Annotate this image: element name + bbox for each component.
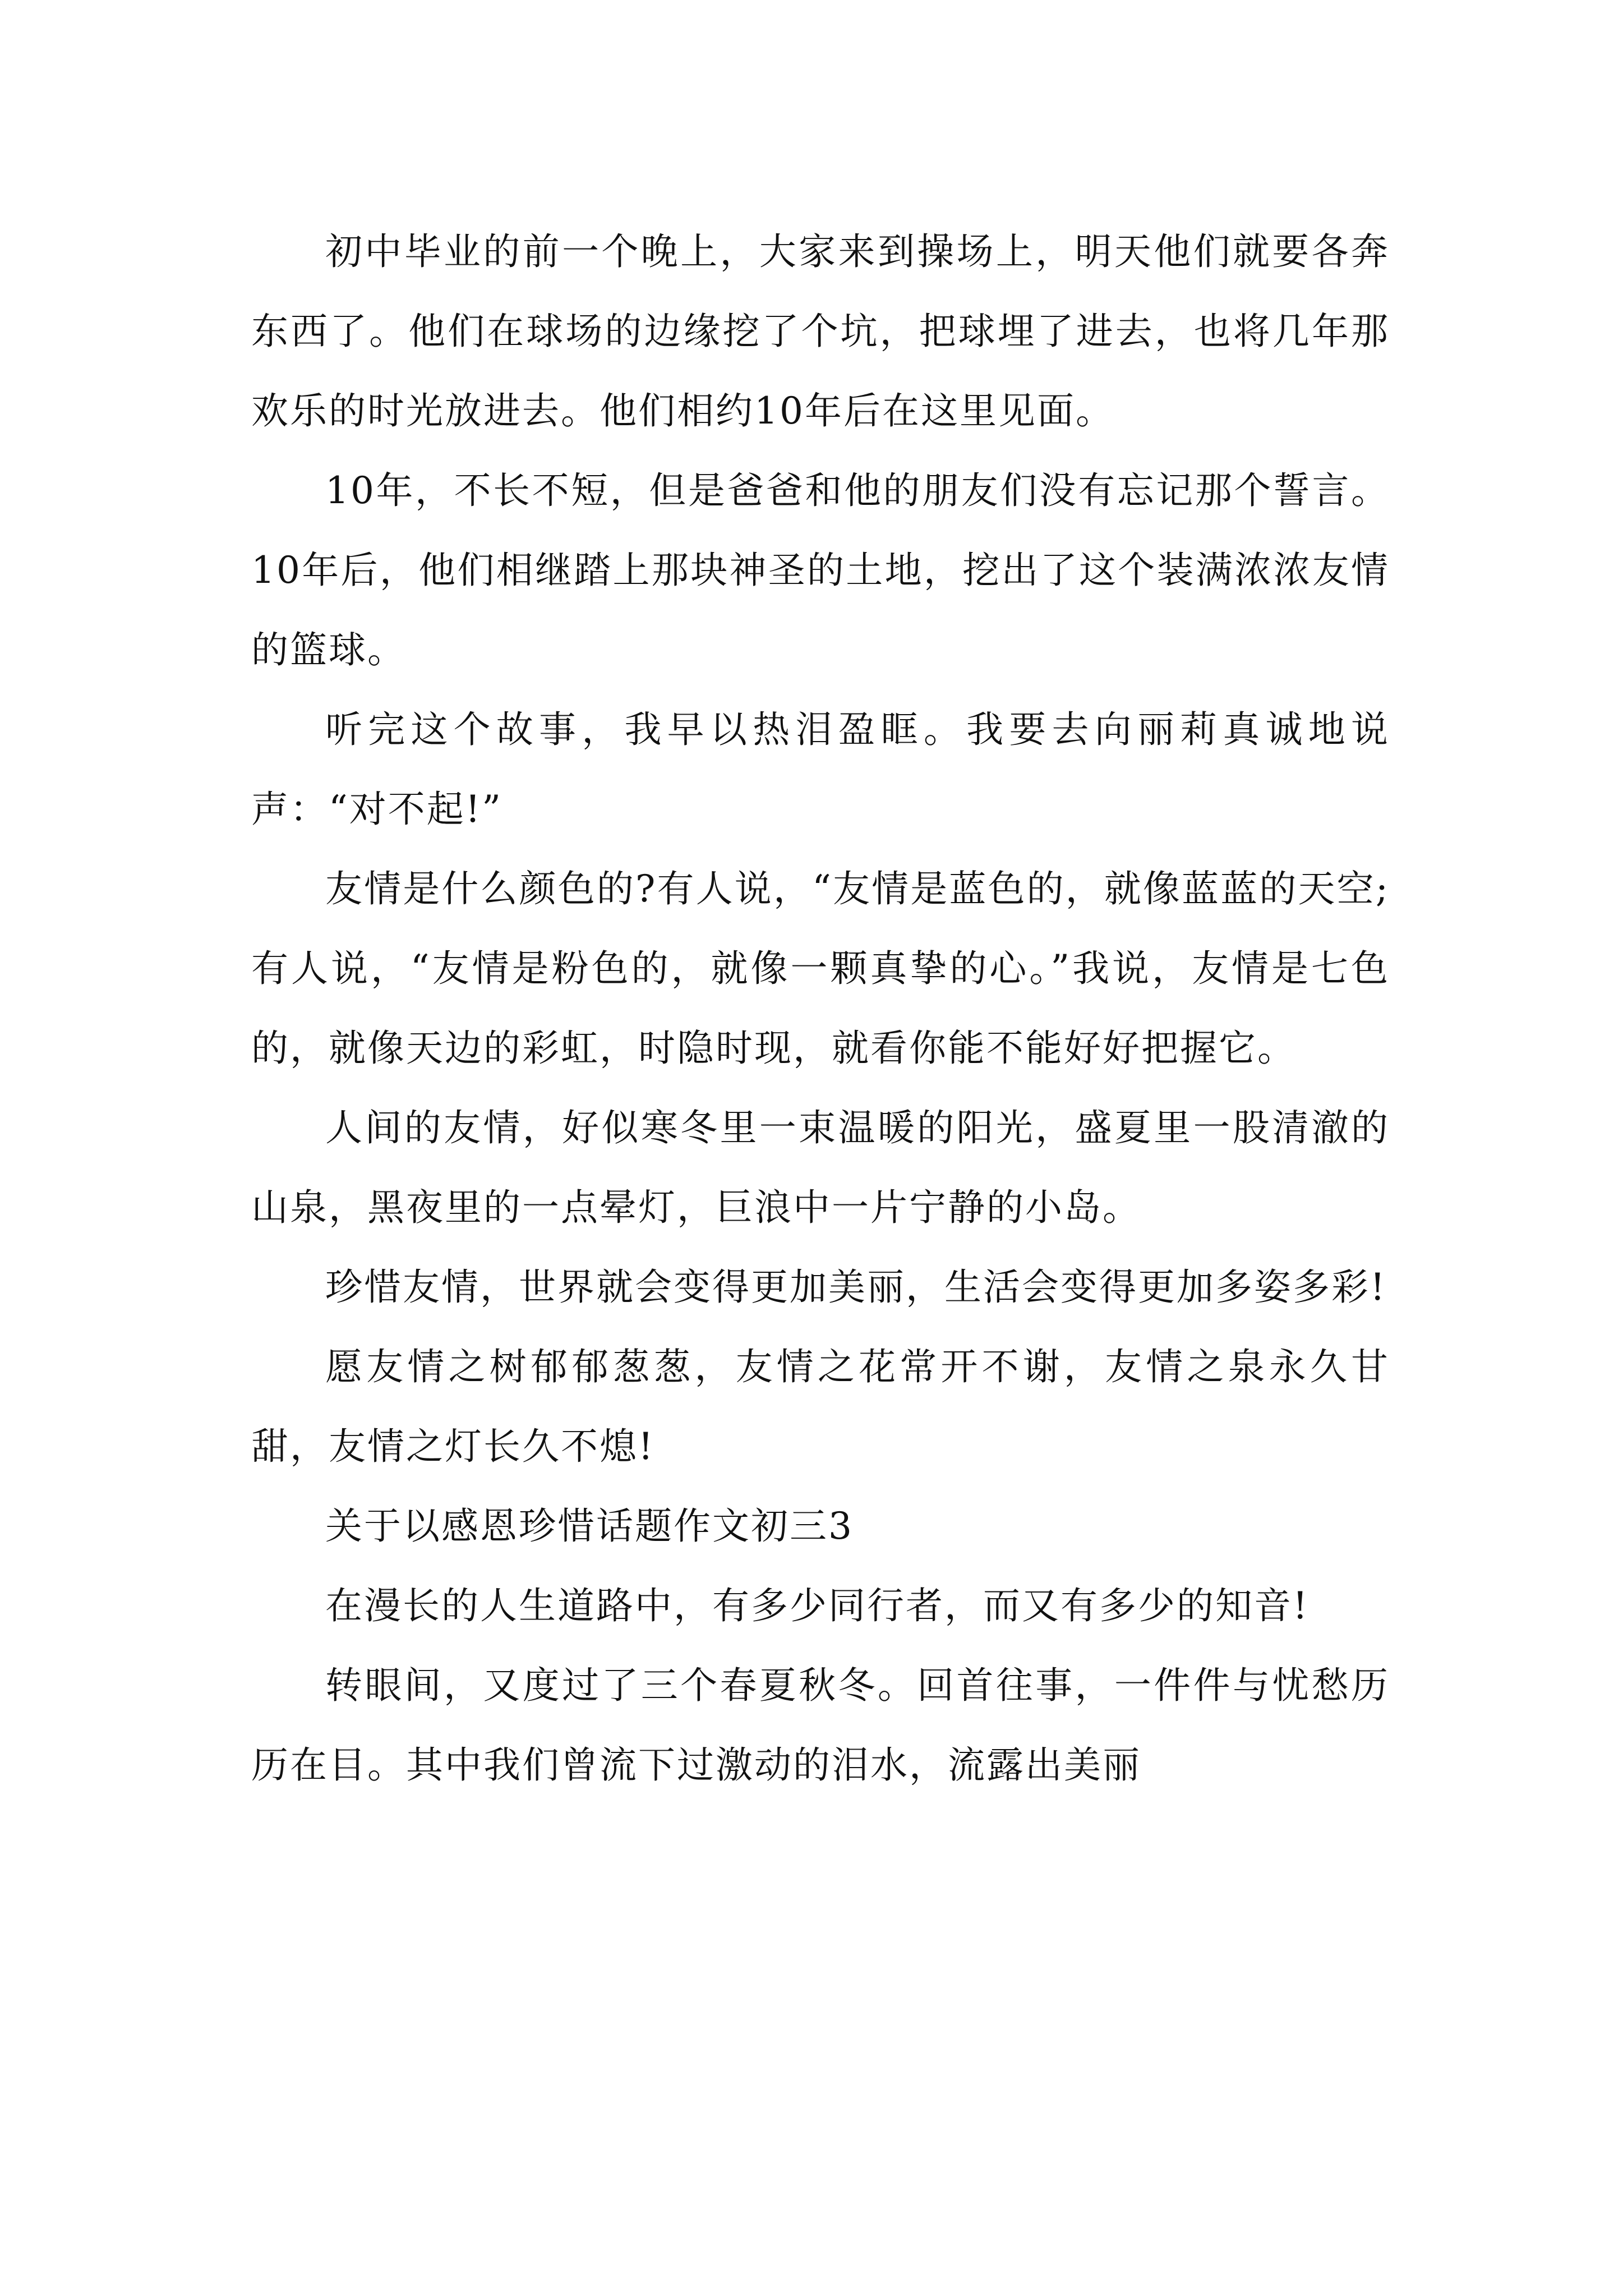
paragraph-5: 人间的友情，好似寒冬里一束温暖的阳光，盛夏里一股清澈的山泉，黑夜里的一点晕灯，巨浪中一片宁静的小岛。: [251, 1106, 1390, 1229]
paragraph-9: 转眼间，又度过了三个春夏秋冬。回首往事，一件件与忧愁历历在目。其中我们曾流下过激动的泪水，流露出美丽: [251, 1664, 1390, 1787]
paragraph-6: 珍惜友情，世界就会变得更加美丽，生活会变得更加多姿多彩!: [325, 1266, 1387, 1309]
paragraph-1: 初中毕业的前一个晚上，大家来到操场上，明天他们就要各奔东西了。他们在球场的边缘挖了个坑，把球埋了进去，也将几年那欢乐的时光放进去。他们相约10年后在这里见面。: [251, 230, 1390, 432]
paragraph-8: 在漫长的人生道路中，有多少同行者，而又有多少的知音!: [325, 1584, 1310, 1627]
paragraph-7: 愿友情之树郁郁葱葱，友情之花常开不谢，友情之泉永久甘甜，友情之灯长久不熄!: [251, 1345, 1390, 1468]
document-body: [251, 212, 1390, 1805]
section-title: 关于以感恩珍惜话题作文初三3: [325, 1504, 854, 1548]
paragraph-2: 10年，不长不短，但是爸爸和他的朋友们没有忘记那个誓言。10年后，他们相继踏上那块神圣的土地，挖出了这个装满浓浓友情的篮球。: [251, 469, 1390, 671]
paragraph-3: 听完这个故事，我早以热泪盈眶。我要去向丽莉真诚地说声：“对不起!”: [251, 708, 1390, 831]
paragraph-4: 友情是什么颜色的?有人说，“友情是蓝色的，就像蓝蓝的天空;有人说，“友情是粉色的，就像一颗真挚的心。”我说，友情是七色的，就像天边的彩虹，时隐时现，就看你能不能好好把握它。: [251, 867, 1390, 1070]
